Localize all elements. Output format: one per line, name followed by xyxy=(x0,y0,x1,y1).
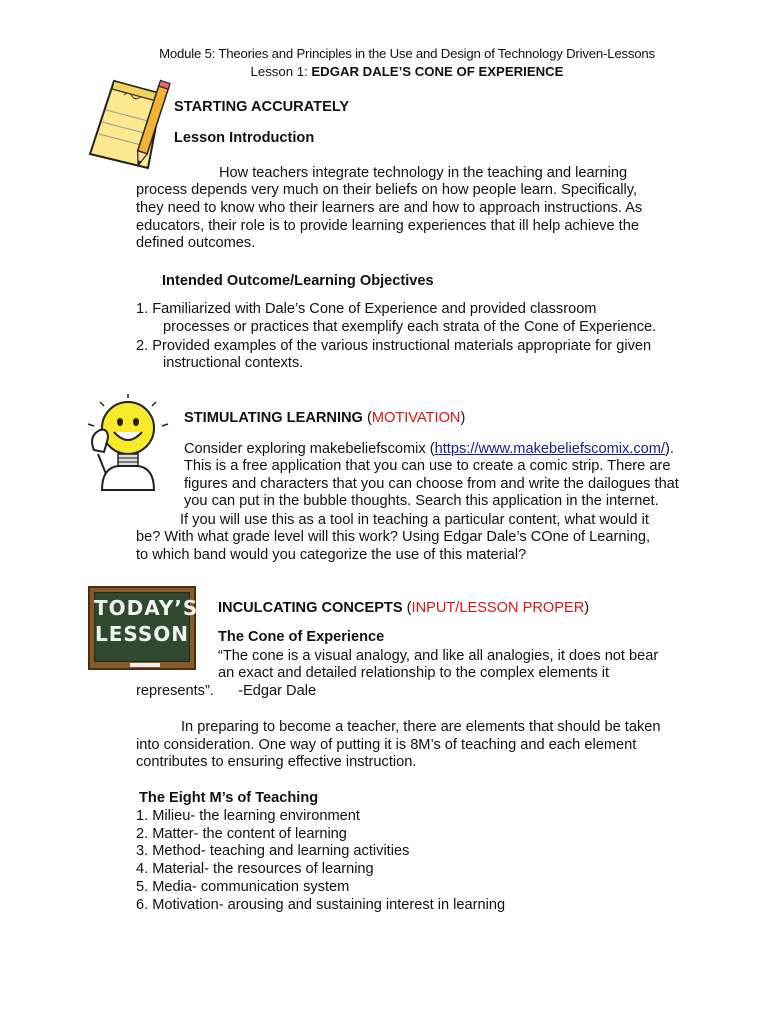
stimulating-line: This is a free application that you can use to create a comic strip. There are xyxy=(184,458,671,474)
paragraph-line: contributes to ensuring effective instruction. xyxy=(136,754,417,770)
objectives-heading: Intended Outcome/Learning Objectives xyxy=(162,273,434,289)
intro-line: educators, their role is to provide learning experiences that ill help achieve the xyxy=(136,218,639,234)
makebeliefscomix-link[interactable]: https://www.makebeliefscomix.com/ xyxy=(434,441,665,457)
todays-lesson-chalkboard xyxy=(88,586,199,670)
list-item: 2. Matter- the content of learning xyxy=(136,826,347,842)
chalkboard-line-1: TODAY’S xyxy=(94,596,199,620)
motivation-tag: MOTIVATION xyxy=(371,410,461,426)
list-item: 3. Method- teaching and learning activities xyxy=(136,843,410,859)
section-heading-inculcating: INCULCATING CONCEPTS (INPUT/LESSON PROPER) xyxy=(218,600,590,616)
paragraph-line: In preparing to become a teacher, there are elements that should be taken xyxy=(181,719,661,735)
input-lesson-proper-tag: INPUT/LESSON PROPER xyxy=(411,600,585,616)
chalk-piece xyxy=(130,663,160,667)
section-heading-starting: STARTING ACCURATELY xyxy=(174,99,350,115)
stimulating-intro: Consider exploring makebeliefscomix (https://www.makebeliefscomix.com/). xyxy=(184,441,674,457)
stimulating-line: to which band would you categorize the use of this material? xyxy=(136,547,527,563)
paragraph-line: into consideration. One way of putting it is 8M’s of teaching and each element xyxy=(136,737,637,753)
chalkboard-line-2: LESSON xyxy=(94,622,190,646)
stimulating-line: If you will use this as a tool in teaching a particular content, what would it xyxy=(180,512,649,528)
notepad-pencil-icon xyxy=(84,76,174,180)
objective-item: 1. Familiarized with Dale’s Cone of Experience and provided classroom xyxy=(136,301,597,317)
objective-item-continued: processes or practices that exemplify each strata of the Cone of Experience. xyxy=(163,319,657,335)
intro-line: they need to know who their learners are and how to approach instructions. As xyxy=(136,200,643,216)
section-heading-stimulating: STIMULATING LEARNING (MOTIVATION) xyxy=(184,410,466,426)
list-item: 6. Motivation- arousing and sustaining interest in learning xyxy=(136,897,506,913)
list-item: 1. Milieu- the learning environment xyxy=(136,808,360,824)
quote-line: an exact and detailed relationship to the complex elements it xyxy=(218,665,610,681)
list-item: 4. Material- the resources of learning xyxy=(136,861,374,877)
cone-of-experience-heading: The Cone of Experience xyxy=(218,629,385,645)
lesson-introduction-heading: Lesson Introduction xyxy=(174,130,315,146)
objective-item: 2. Provided examples of the various instructional materials appropriate for given xyxy=(136,338,652,354)
intro-line: process depends very much on their beliefs on how people learn. Specifically, xyxy=(136,182,638,198)
stimulating-line: be? With what grade level will this work? Using Edgar Dale’s COne of Learning, xyxy=(136,529,651,545)
intro-line: How teachers integrate technology in the teaching and learning xyxy=(219,165,628,181)
module-title: Module 5: Theories and Principles in the Use and Design of Technology Driven-Lessons xyxy=(159,46,655,61)
lesson-title: Lesson 1: EDGAR DALE’S CONE OF EXPERIENCE xyxy=(250,64,564,79)
list-item: 5. Media- communication system xyxy=(136,879,350,895)
stimulating-line: figures and characters that you can choose from and write the dailogues that xyxy=(184,476,679,492)
eight-ms-heading: The Eight M’s of Teaching xyxy=(139,790,319,806)
intro-line: defined outcomes. xyxy=(136,235,256,251)
quote-line: “The cone is a visual analogy, and like all analogies, it does not bear xyxy=(218,648,659,664)
objective-item-continued: instructional contexts. xyxy=(163,355,304,371)
quote-line: represents”. -Edgar Dale xyxy=(136,683,317,699)
stimulating-line: you can put in the bubble thoughts. Search this application in the internet. xyxy=(184,493,659,509)
lightbulb-character-icon xyxy=(84,394,172,492)
